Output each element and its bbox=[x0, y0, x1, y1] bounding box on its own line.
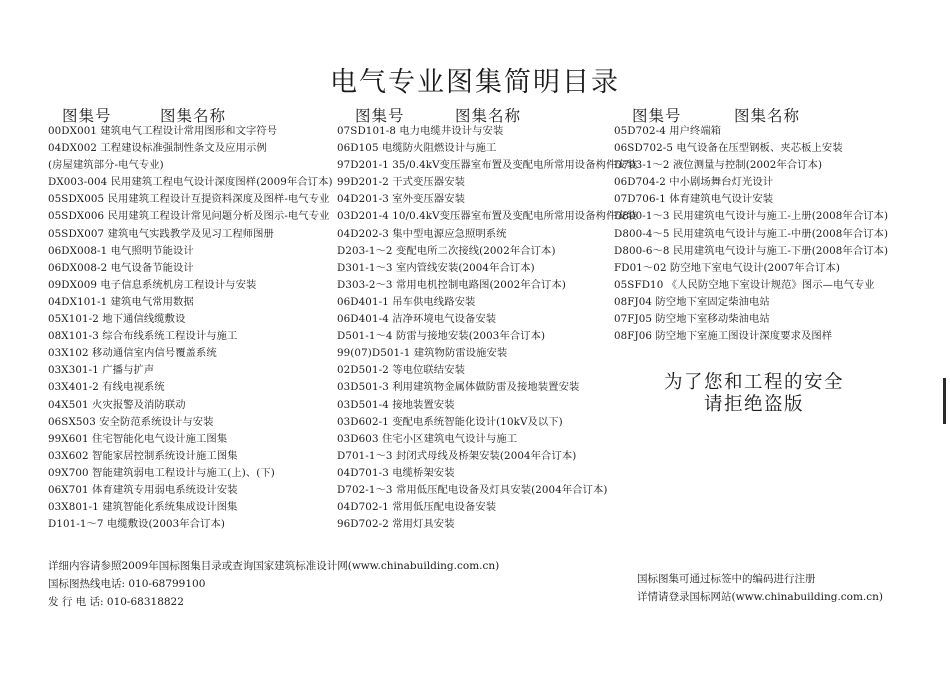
catalog-item: D800-4～5 民用建筑电气设计与施工-中册(2008年合订本) bbox=[614, 227, 889, 240]
catalog-item: (房屋建筑部分-电气专业) bbox=[48, 159, 164, 172]
catalog-item: 05X101-2 地下通信线缆敷设 bbox=[48, 313, 186, 326]
catalog-item: 03X801-1 建筑智能化系统集成设计图集 bbox=[48, 501, 238, 514]
catalog-item: 97D201-1 35/0.4kV变压器室布置及变配电所常用设备构件安装 bbox=[337, 159, 638, 172]
catalog-item: D501-1～4 防雷与接地安装(2003年合订本) bbox=[337, 330, 546, 343]
catalog-item: 04D201-3 室外变压器安装 bbox=[337, 193, 465, 206]
catalog-item: 03X102 移动通信室内信号覆盖系统 bbox=[48, 347, 217, 360]
catalog-column-1 bbox=[48, 104, 333, 533]
footer-contact bbox=[48, 557, 499, 611]
footer-line: 详细内容请参照2009年国标图集目录或查询国家建筑标准设计网(www.chinabuilding.com.cn) bbox=[48, 560, 500, 572]
catalog-item: 06D401-1 吊车供电线路安装 bbox=[337, 295, 476, 308]
catalog-item: D800-6～8 民用建筑电气设计与施工-下册(2008年合订本) bbox=[614, 244, 889, 257]
catalog-item: 99(07)D501-1 建筑物防雷设施安装 bbox=[337, 347, 508, 360]
atlas-number-header: 图集号 bbox=[632, 107, 682, 125]
page-title: 电气专业图集简明目录 bbox=[330, 67, 620, 98]
atlas-name-header: 图集名称 bbox=[734, 107, 801, 125]
catalog-item: 07SD101-8 电力电缆井设计与安装 bbox=[337, 125, 504, 137]
edge-mark bbox=[943, 378, 946, 424]
column-header bbox=[48, 104, 333, 123]
catalog-item: D702-1～3 常用低压配电设备及灯具安装(2004年合订本) bbox=[337, 483, 608, 496]
catalog-column-3 bbox=[614, 104, 894, 345]
atlas-number-header: 图集号 bbox=[62, 107, 112, 125]
catalog-item: 06SD702-5 电气设备在压型钢板、夹芯板上安装 bbox=[614, 142, 843, 155]
footer-line: 详情请登录国标网站(www.chinabuilding.com.cn) bbox=[637, 591, 884, 603]
catalog-item: 04D701-3 电缆桥架安装 bbox=[337, 466, 455, 479]
catalog-list bbox=[48, 123, 333, 533]
atlas-number-header: 图集号 bbox=[355, 107, 405, 125]
catalog-item: D301-1～3 室内管线安装(2004年合订本) bbox=[337, 261, 535, 274]
footer-line: 国标图集可通过标签中的编码进行注册 bbox=[637, 573, 816, 585]
footer-registration bbox=[637, 570, 883, 606]
catalog-item: D101-1～7 电缆敷设(2003年合订本) bbox=[48, 518, 225, 531]
catalog-item: 04X501 火灾报警及消防联动 bbox=[48, 398, 186, 411]
catalog-item: 08FJ04 防空地下室固定柴油电站 bbox=[614, 295, 770, 308]
catalog-item: 04DX101-1 建筑电气常用数据 bbox=[48, 295, 194, 308]
catalog-item: D203-1～2 变配电所二次接线(2002年合订本) bbox=[337, 244, 556, 257]
catalog-column-2 bbox=[337, 104, 638, 533]
catalog-item: D800-1～3 民用建筑电气设计与施工-上册(2008年合订本) bbox=[614, 210, 889, 223]
catalog-item: 03D501-4 接地装置安装 bbox=[337, 398, 455, 411]
catalog-item: 03X401-2 有线电视系统 bbox=[48, 381, 165, 394]
catalog-item: 05D702-4 用户终端箱 bbox=[614, 125, 722, 137]
atlas-name-header: 图集名称 bbox=[455, 107, 522, 125]
catalog-item: 00DX001 建筑电气工程设计常用图形和文字符号 bbox=[48, 125, 278, 137]
catalog-item: 06X701 体育建筑专用弱电系统设计安装 bbox=[48, 483, 238, 496]
notice-line: 为了您和工程的安全 bbox=[663, 372, 844, 393]
catalog-item: 05SDX007 建筑电气实践教学及见习工程师图册 bbox=[48, 227, 274, 240]
catalog-item: 05SFD10 《人民防空地下室设计规范》图示—电气专业 bbox=[614, 278, 875, 291]
catalog-item: 02D501-2 等电位联结安装 bbox=[337, 364, 465, 377]
catalog-item: 04D702-1 常用低压配电设备安装 bbox=[337, 501, 497, 514]
catalog-item: 03X602 智能家居控制系统设计施工图集 bbox=[48, 449, 238, 462]
catalog-list bbox=[337, 123, 638, 533]
catalog-item: FD01～02 防空地下室电气设计(2007年合订本) bbox=[614, 261, 840, 274]
catalog-item: 04D202-3 集中型电源应急照明系统 bbox=[337, 227, 507, 240]
catalog-item: 06D401-4 洁净环境电气设备安装 bbox=[337, 313, 497, 326]
catalog-item: 06DX008-1 电气照明节能设计 bbox=[48, 244, 194, 257]
catalog-item: 09X700 智能建筑弱电工程设计与施工(上)、(下) bbox=[48, 466, 275, 479]
catalog-item: 03D501-3 利用建筑物金属体做防雷及接地装置安装 bbox=[337, 381, 580, 394]
atlas-name-header: 图集名称 bbox=[160, 107, 227, 125]
catalog-item: 05SDX005 民用建筑工程设计互提资料深度及图样-电气专业 bbox=[48, 193, 330, 206]
footer-line: 国标图热线电话: 010-68799100 bbox=[48, 578, 206, 590]
catalog-item: 06SX503 安全防范系统设计与安装 bbox=[48, 415, 214, 428]
catalog-item: 03X301-1 广播与扩声 bbox=[48, 364, 155, 377]
catalog-item: 03D602-1 变配电系统智能化设计(10kV及以下) bbox=[337, 415, 563, 428]
catalog-item: DX003-004 民用建筑工程电气设计深度图样(2009年合订本) bbox=[48, 176, 333, 189]
catalog-list bbox=[614, 123, 894, 345]
footer-line: 发 行 电 话: 010-68318822 bbox=[48, 596, 184, 608]
catalog-item: D303-2～3 常用电机控制电路图(2002年合订本) bbox=[337, 278, 566, 291]
catalog-item: D701-1～3 封闭式母线及桥架安装(2004年合订本) bbox=[337, 449, 577, 462]
column-header bbox=[614, 104, 894, 123]
catalog-item: 03D201-4 10/0.4kV变压器室布置及变配电所常用设备构件安装 bbox=[337, 210, 638, 223]
catalog-item: 06D105 电缆防火阻燃设计与施工 bbox=[337, 142, 497, 155]
catalog-item: 03D603 住宅小区建筑电气设计与施工 bbox=[337, 432, 518, 445]
catalog-item: 08FJ06 防空地下室施工图设计深度要求及图样 bbox=[614, 330, 833, 343]
catalog-item: 07D706-1 体育建筑电气设计安装 bbox=[614, 193, 774, 206]
catalog-item: 06D704-2 中小剧场舞台灯光设计 bbox=[614, 176, 774, 189]
catalog-item: 08X101-3 综合布线系统工程设计与施工 bbox=[48, 330, 238, 343]
catalog-item: 99D201-2 干式变压器安装 bbox=[337, 176, 465, 189]
catalog-item: 07FJ05 防空地下室移动柴油电站 bbox=[614, 313, 770, 326]
catalog-item: 96D702-2 常用灯具安装 bbox=[337, 518, 455, 531]
catalog-item: 06DX008-2 电气设备节能设计 bbox=[48, 261, 194, 274]
catalog-item: 09DX009 电子信息系统机房工程设计与安装 bbox=[48, 278, 257, 291]
anti-piracy-notice bbox=[614, 372, 894, 416]
catalog-item: 05SDX006 民用建筑工程设计常见问题分析及图示-电气专业 bbox=[48, 210, 330, 223]
column-header bbox=[337, 104, 607, 123]
catalog-item: 99X601 住宅智能化电气设计施工图集 bbox=[48, 432, 228, 445]
notice-line: 请拒绝盗版 bbox=[703, 394, 804, 415]
catalog-item: 04DX002 工程建设标准强制性条文及应用示例 bbox=[48, 142, 267, 155]
catalog-item: D703-1～2 液位测量与控制(2002年合订本) bbox=[614, 159, 823, 172]
